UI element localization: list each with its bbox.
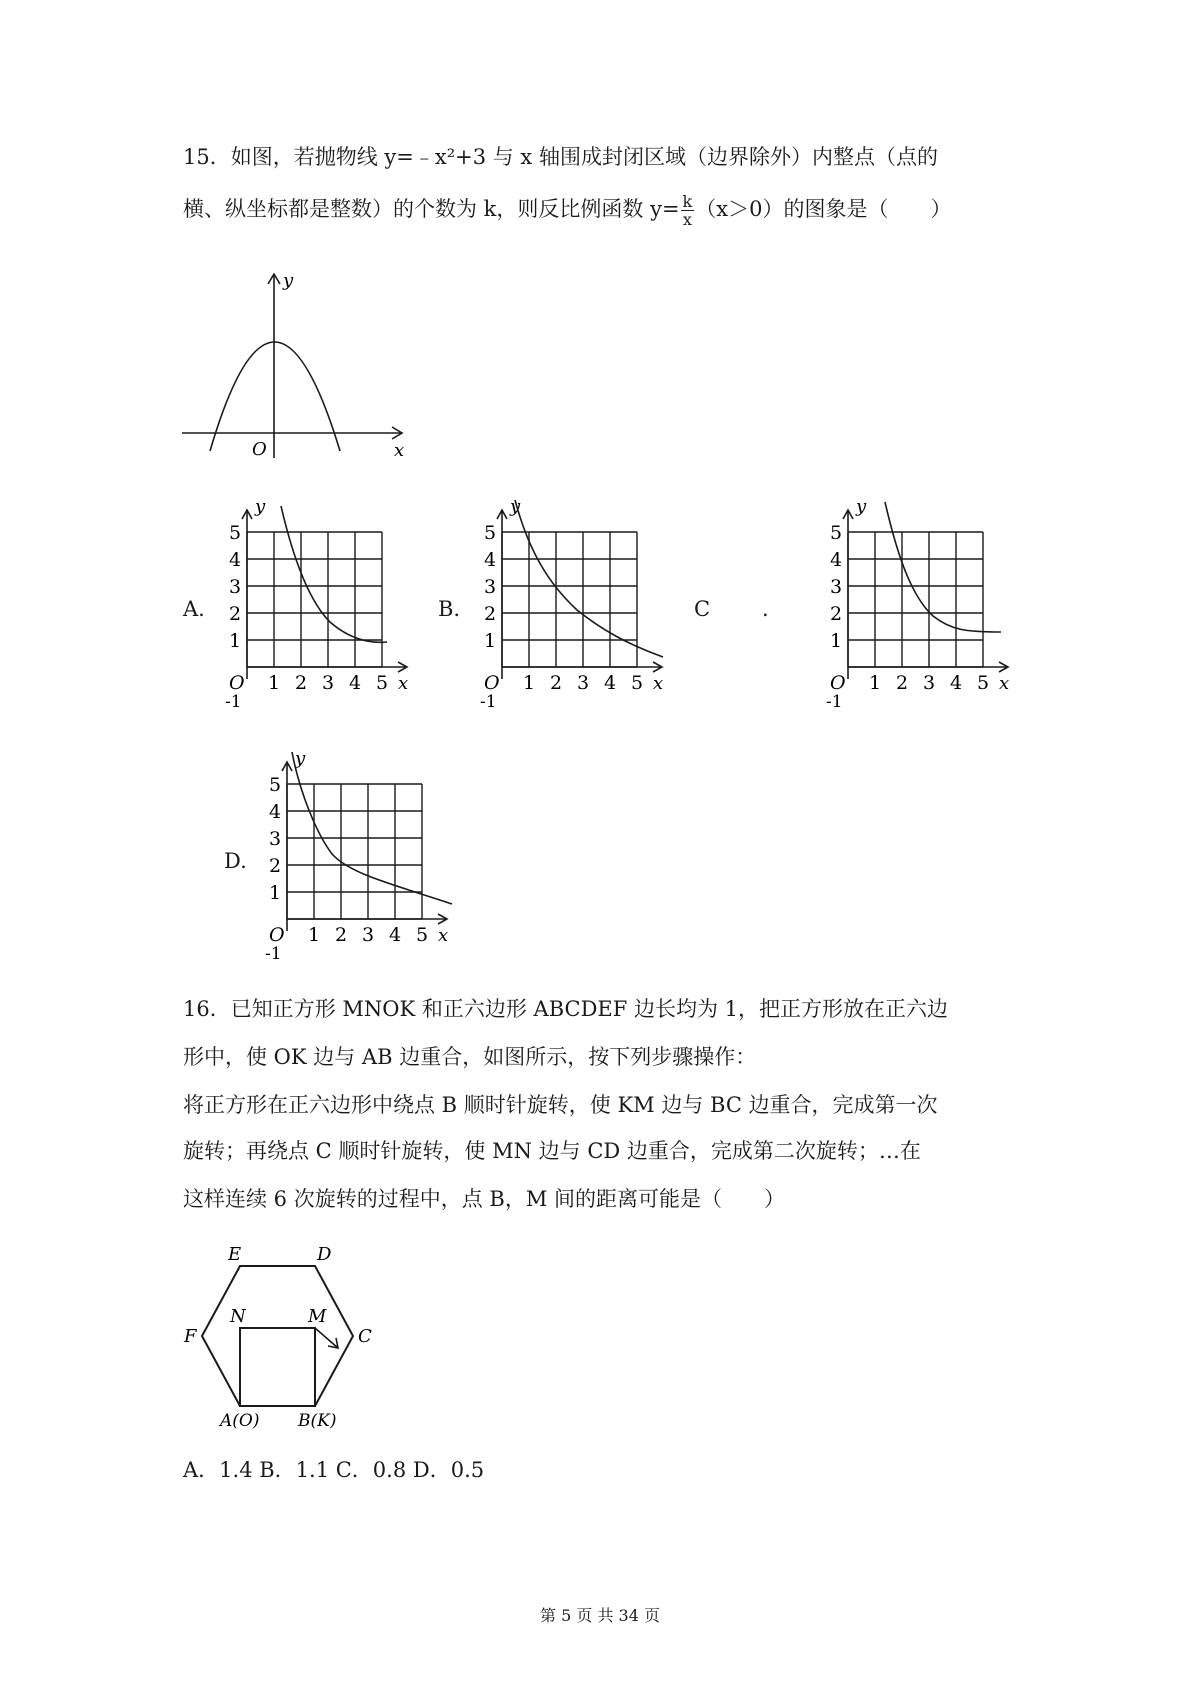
graph-y-label: y [856, 496, 867, 517]
hexagon-figure [180, 1240, 380, 1430]
q16-line-4: 旋转；再绕点 C 顺时针旋转，使 MN 边与 CD 边重合，完成第二次旋转；…在 [183, 1139, 921, 1163]
inverse-proportion-curve [281, 506, 387, 642]
graph-x-tick-label: 2 [896, 672, 909, 694]
graph-origin-label: O [830, 672, 846, 694]
graph-x-label: x [398, 673, 409, 694]
vertex-m-label: M [308, 1306, 327, 1327]
graph-x-tick-label: 3 [322, 672, 335, 694]
graph-x-tick-label: 1 [869, 672, 882, 694]
q15-fraction [681, 193, 695, 228]
vertex-f-label: F [184, 1326, 197, 1347]
graph-x-tick-label: 1 [523, 672, 536, 694]
graph-y-tick-label: 5 [269, 774, 282, 796]
graph-neg-one-label: -1 [480, 692, 497, 712]
option-a-label: A. [183, 597, 205, 621]
option-b-label: B. [438, 597, 461, 621]
inverse-proportion-curve [292, 752, 452, 904]
graph-x-tick-label: 4 [604, 672, 617, 694]
vertex-n-label: N [230, 1306, 246, 1327]
graph-y-tick-label: 1 [484, 630, 497, 652]
graph-x-tick-label: 2 [335, 924, 348, 946]
graph-neg-one-label: -1 [265, 944, 282, 964]
graph-y-tick-label: 5 [830, 522, 843, 544]
parabola-x-label: x [394, 440, 405, 461]
graph-x-tick-label: 2 [295, 672, 308, 694]
graph-x-tick-label: 5 [631, 672, 644, 694]
square-mnok [240, 1328, 315, 1406]
graph-y-tick-label: 4 [229, 549, 242, 571]
graph-x-tick-label: 4 [349, 672, 362, 694]
graph-y-tick-label: 2 [269, 855, 282, 877]
graph-x-tick-label: 1 [308, 924, 321, 946]
option-d-graph [262, 744, 462, 964]
graph-y-tick-label: 1 [229, 630, 242, 652]
hexagon [202, 1266, 353, 1406]
graph-x-tick-label: 5 [416, 924, 429, 946]
graph-y-label: y [295, 748, 306, 769]
graph-y-tick-label: 3 [229, 576, 242, 598]
graph-y-label: y [255, 496, 266, 517]
graph-origin-label: O [269, 924, 285, 946]
option-c-graph [823, 492, 1023, 712]
option-a-graph [222, 492, 422, 712]
graph-x-tick-label: 3 [362, 924, 375, 946]
q16-line-3: 将正方形在正六边形中绕点 B 顺时针旋转，使 KM 边与 BC 边重合，完成第一次 [183, 1093, 938, 1117]
graph-x-label: x [438, 925, 449, 946]
q15-line-2-a: 横、纵坐标都是整数）的个数为 k，则反比例函数 y= [183, 197, 680, 221]
vertex-c-label: C [358, 1326, 372, 1347]
graph-y-label: y [510, 496, 521, 517]
inverse-proportion-curve [515, 500, 663, 657]
graph-neg-one-label: -1 [225, 692, 242, 712]
graph-y-tick-label: 4 [830, 549, 843, 571]
graph-y-tick-label: 2 [830, 603, 843, 625]
graph-x-tick-label: 4 [950, 672, 963, 694]
q15-fraction-numerator: k [682, 192, 693, 211]
parabola-y-label: y [283, 270, 294, 291]
graph-x-label: x [653, 673, 664, 694]
parabola-origin-label: O [252, 439, 267, 460]
graph-y-tick-label: 4 [269, 801, 282, 823]
q16-line-1: 16．已知正方形 MNOK 和正六边形 ABCDEF 边长均为 1，把正方形放在正六边 [183, 997, 949, 1021]
vertex-d-label: D [317, 1244, 332, 1265]
graph-x-label: x [999, 673, 1010, 694]
graph-y-tick-label: 1 [269, 882, 282, 904]
graph-y-tick-label: 2 [229, 603, 242, 625]
q15-line-2 [183, 193, 951, 228]
option-b-graph [477, 492, 677, 712]
parabola-figure [180, 268, 420, 468]
q16-line-5: 这样连续 6 次旋转的过程中，点 B，M 间的距离可能是（ ） [183, 1187, 785, 1211]
vertex-e-label: E [228, 1244, 242, 1265]
q15-line-1: 15．如图，若抛物线 y=﹣x²+3 与 x 轴围成封闭区域（边界除外）内整点（点的 [183, 145, 938, 169]
graph-y-tick-label: 2 [484, 603, 497, 625]
page-footer: 第 5 页 共 34 页 [540, 1606, 660, 1625]
rotation-arrow [315, 1328, 338, 1348]
graph-y-tick-label: 3 [269, 828, 282, 850]
graph-y-tick-label: 4 [484, 549, 497, 571]
option-c-label: C [694, 597, 711, 621]
graph-x-tick-label: 2 [550, 672, 563, 694]
graph-x-tick-label: 3 [577, 672, 590, 694]
q15-fraction-denominator: x [682, 210, 692, 229]
graph-neg-one-label: -1 [826, 692, 843, 712]
graph-origin-label: O [229, 672, 245, 694]
graph-origin-label: O [484, 672, 500, 694]
graph-x-tick-label: 5 [977, 672, 990, 694]
graph-y-tick-label: 5 [229, 522, 242, 544]
option-c-dot: . [762, 597, 769, 621]
graph-y-tick-label: 3 [830, 576, 843, 598]
graph-y-tick-label: 1 [830, 630, 843, 652]
graph-x-tick-label: 1 [268, 672, 281, 694]
option-d-label: D. [224, 849, 247, 873]
q16-line-2: 形中，使 OK 边与 AB 边重合，如图所示，按下列步骤操作： [183, 1045, 757, 1069]
graph-x-tick-label: 4 [389, 924, 402, 946]
vertex-a-label: A(O) [220, 1411, 260, 1431]
graph-y-tick-label: 3 [484, 576, 497, 598]
parabola-curve [210, 342, 340, 451]
vertex-b-label: B(K) [298, 1411, 337, 1431]
q15-line-2-b: （x＞0）的图象是（ ） [695, 197, 952, 221]
graph-y-tick-label: 5 [484, 522, 497, 544]
graph-x-tick-label: 3 [923, 672, 936, 694]
graph-x-tick-label: 5 [376, 672, 389, 694]
q16-answers: A．1.4 B．1.1 C．0.8 D．0.5 [183, 1458, 485, 1482]
